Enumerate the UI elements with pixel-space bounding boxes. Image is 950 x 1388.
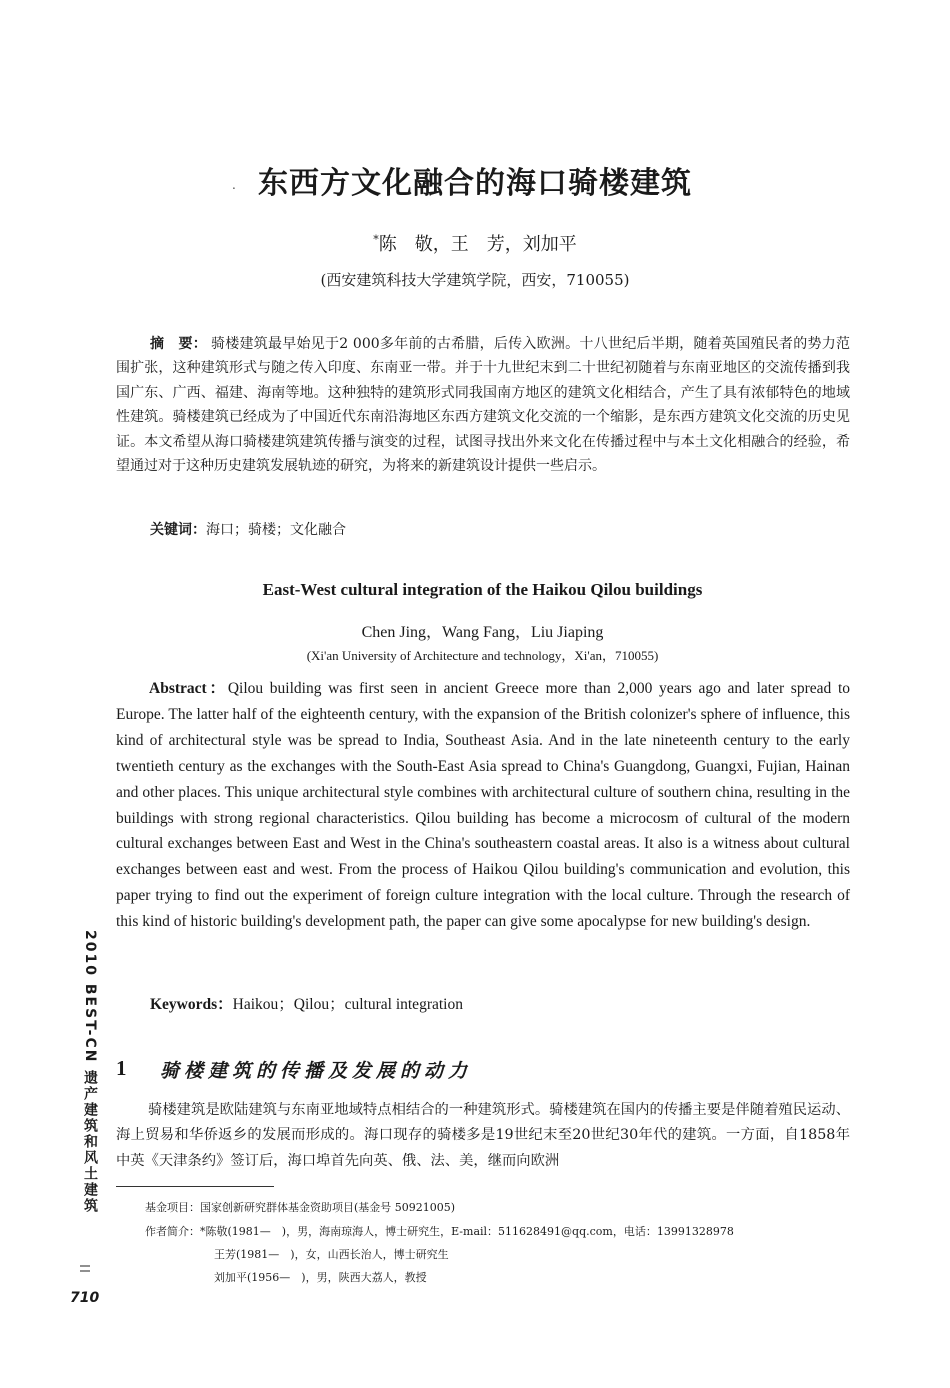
- body-paragraph-text: 骑楼建筑是欧陆建筑与东南亚地域特点相结合的一种建筑形式。骑楼建筑在国内的传播主要是伴随着殖民运动、海上贸易和华侨返乡的发展而形成的。海口现存的骑楼多是19世纪末至20世纪30年代的建筑。一方面，自1858年中英《天津条约》签订后，海口埠首先向英、俄、法、美，继而向欧洲: [116, 1102, 850, 1169]
- scan-mark: .: [232, 178, 236, 192]
- affiliation: (西安建筑科技大学建筑学院，西安，710055): [320, 271, 630, 289]
- footnote-author-3: 刘加平(1956— )，男，陕西大荔人，教授: [214, 1271, 427, 1284]
- paper-title: 东西方文化融合的海口骑楼建筑: [258, 166, 692, 201]
- english-abstract-label: Abstract：: [149, 680, 228, 697]
- english-keywords-text: Haikou；Qilou；cultural integration: [232, 996, 463, 1013]
- section-number: 1: [116, 1056, 127, 1080]
- corresponding-author-mark: *: [373, 233, 379, 246]
- footnote-fund: 基金项目：国家创新研究群体基金资助项目(基金号 50921005): [145, 1201, 456, 1214]
- footnote-author-2: 王芳(1981— )，女，山西长治人，博士研究生: [214, 1248, 449, 1261]
- side-divider-mark: [80, 1262, 90, 1276]
- english-keywords: [150, 992, 463, 1014]
- english-abstract: [116, 676, 850, 935]
- english-title: East-West cultural integration of the Haikou Qilou buildings: [262, 580, 703, 599]
- chinese-keywords-text: 海口；骑楼；文化融合: [206, 522, 346, 538]
- page-number: 710: [70, 1290, 100, 1306]
- chinese-abstract: [116, 332, 850, 478]
- english-abstract-text: Qilou building was first seen in ancient Greece more than 2,000 years ago and later spread to Europe. The latter half of the eighteenth century, with the expansion of the British colonizer's sphere of influence, this kind of architectural style was be spread to India, Southeast Asia. And in the late nineteenth century to the early twentieth century as the exchanges with the South-East Asia spread to China's Guangdong, Guangxi, Fujian, Hainan and other places. This unique architectural style combines with architectural culture of southern china, resulting in the buildings with strong regional characteristics. Qilou building has become a microcosm of cultural of the modern cultural exchanges between East and West in the China's southeastern coastal areas. It also is a witness about cultural exchanges between east and west. From the process of Haikou Qilou building's communication and evolution, this paper trying to find out the experiment of foreign culture integration with the local culture. Through the research of this kind of historic building's development path, the paper can give some apocalypse for new building's design.: [116, 680, 850, 931]
- chinese-keywords-label: 关键词：: [150, 522, 206, 538]
- footnote-author-1: 作者简介：*陈敬(1981— )，男，海南琼海人，博士研究生，E-mail：511628491@qq.com，电话：13991328978: [145, 1225, 734, 1238]
- side-running-header: 2010 BEST-CN 遗产建筑和风土建筑: [82, 930, 98, 1215]
- authors-line: [0, 230, 950, 256]
- chinese-keywords: [150, 519, 346, 539]
- chinese-abstract-text: 骑楼建筑最早始见于2 000多年前的古希腊，后传入欧洲。十八世纪后半期，随着英国殖民者的势力范围扩张，这种建筑形式与随之传入印度、东南亚一带。并于十九世纪末到二十世纪初随着与东南亚地区的交流传播到我国广东、广西、福建、海南等地。这种独特的建筑形式同我国南方地区的建筑文化相结合，产生了具有浓郁特色的地域性建筑。骑楼建筑已经成为了中国近代东南沿海地区东西方建筑文化交流的一个缩影，是东西方建筑文化交流的历史见证。本文希望从海口骑楼建筑建筑传播与演变的过程，试图寻找出外来文化在传播过程中与本土文化相融合的经验，希望通过对于这种历史建筑发展轨迹的研究，为将来的新建筑设计提供一些启示。: [116, 336, 850, 475]
- english-affiliation: (Xi'an University of Architecture and technology，Xi'an，710055): [306, 648, 659, 663]
- authors-names: 陈 敬，王 芳，刘加平: [378, 234, 577, 255]
- body-paragraph: [116, 1098, 850, 1174]
- section-title: 骑楼建筑的传播及发展的动力: [160, 1060, 473, 1082]
- english-keywords-label: Keywords：: [150, 996, 233, 1013]
- english-authors: Chen Jing，Wang Fang，Liu Jiaping: [361, 624, 604, 641]
- footnote-divider: [116, 1186, 274, 1187]
- chinese-abstract-label: 摘 要：: [150, 336, 208, 352]
